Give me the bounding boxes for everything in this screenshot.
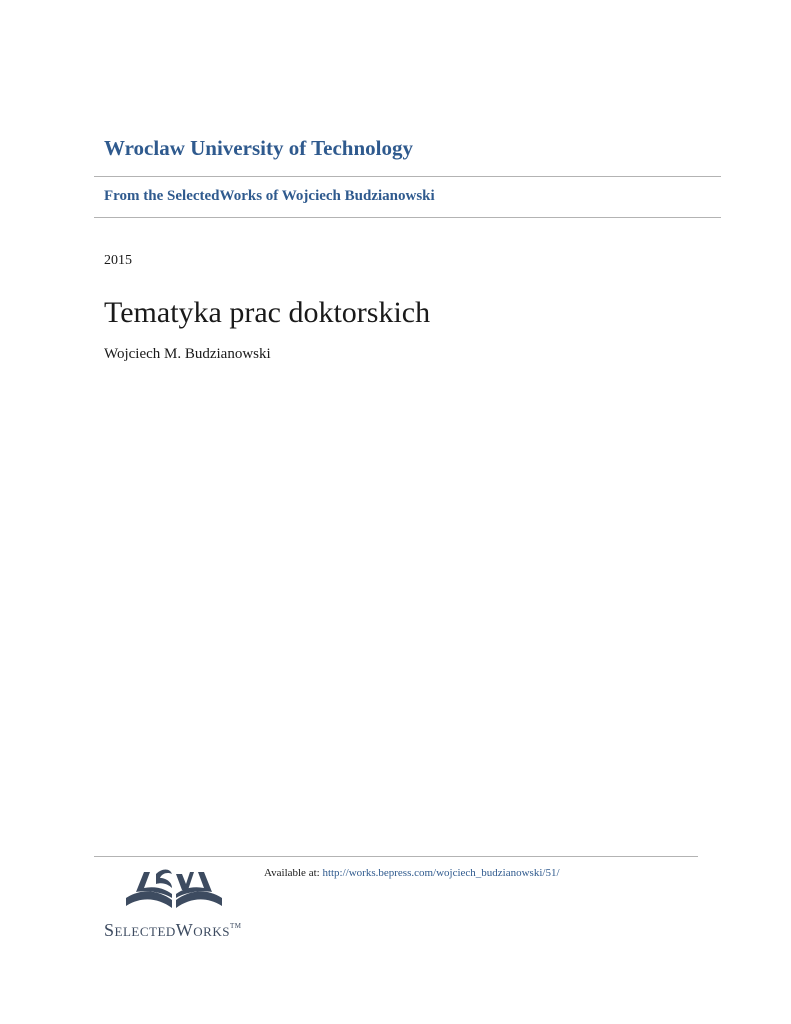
publication-year: 2015 [104,253,132,268]
available-label: Available at: [264,867,320,879]
divider-top [94,176,721,177]
trademark-mark: TM [229,922,242,930]
divider-footer [94,856,698,857]
selectedworks-logo [104,862,264,946]
selectedworks-logo-icon [122,864,226,916]
document-author: Wojciech M. Budzianowski [104,346,271,362]
selectedworks-logo-text [104,920,241,941]
institution-link[interactable]: Wroclaw University of Technology [104,136,413,160]
available-url-link[interactable]: http://works.bepress.com/wojciech_budzianowski/51/ [322,867,560,879]
available-at-line [264,867,560,879]
logo-wordmark: SelectedWorks [104,920,230,940]
document-title: Tematyka prac doktorskich [104,296,431,329]
divider-middle [94,217,721,218]
selectedworks-author-link[interactable]: From the SelectedWorks of Wojciech Budzianowski [104,188,435,204]
